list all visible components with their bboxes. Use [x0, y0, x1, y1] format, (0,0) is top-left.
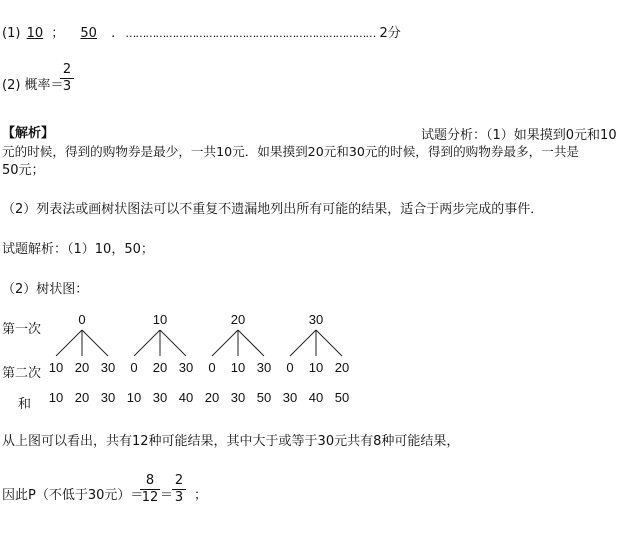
tree-root-node: 10: [152, 312, 168, 327]
tree-sum-value: 30: [282, 390, 298, 405]
tree-sum-value: 20: [204, 390, 220, 405]
tree-second-node: 10: [230, 360, 246, 375]
part1-score: 2分: [379, 26, 401, 41]
tree-row1-label: 第一次: [2, 322, 42, 337]
tree-sum-value: 50: [256, 390, 272, 405]
part2-numerator: 2: [60, 62, 74, 79]
final-fraction-1: [140, 473, 160, 506]
part2-prefix: (2) 概率＝: [2, 78, 64, 93]
tree-row2-label: 第二次: [2, 366, 42, 381]
final-prefix: 因此P（不低于30元）＝: [2, 488, 144, 503]
tree-sum-value: 30: [100, 390, 116, 405]
tree-branch: [212, 330, 238, 356]
tree-branch: [56, 330, 82, 356]
tree-second-node: 10: [308, 360, 324, 375]
tree-second-node: 20: [334, 360, 350, 375]
final-numerator-2: 2: [172, 473, 186, 490]
part1-answer-a: 10: [26, 26, 44, 41]
final-denominator-2: 3: [174, 490, 184, 505]
analysis-line2: 元的时候，得到的购物券是最少，一共10元．如果摸到20元和30元的时候，得到的购物券最多，一共是: [2, 144, 580, 159]
tree-branch: [160, 330, 186, 356]
tree-row3-label: 和: [18, 397, 32, 412]
final-denominator-1: 12: [141, 490, 159, 505]
tree-root-node: 30: [308, 312, 324, 327]
part1-answer-b: 50: [80, 26, 97, 41]
analysis-title: 【解析】: [2, 126, 55, 141]
tree-sum-value: 10: [48, 390, 64, 405]
tree-root-node: 20: [230, 312, 246, 327]
tree-sum-value: 20: [74, 390, 90, 405]
tree-sum-value: 30: [152, 390, 168, 405]
part1-dots: …………………………………………………………………: [125, 27, 376, 40]
tree-second-node: 30: [100, 360, 116, 375]
analysis-line6: （2）树状图：: [2, 282, 89, 297]
final-end: ；: [194, 488, 208, 503]
tree-second-node: 20: [152, 360, 168, 375]
part1-separator: ；: [51, 26, 65, 41]
analysis-line4: （2）列表法或画树状图法可以不重复不遗漏地列出所有可能的结果，适合于两步完成的事件．: [2, 202, 544, 217]
tree-branch: [82, 330, 108, 356]
final-equals: ＝: [160, 488, 174, 503]
tree-sum-value: 10: [126, 390, 142, 405]
tree-sum-value: 30: [230, 390, 246, 405]
tree-sum-value: 40: [308, 390, 324, 405]
tree-second-node: 0: [208, 360, 216, 375]
tree-second-node: 20: [74, 360, 90, 375]
tree-second-node: 10: [48, 360, 64, 375]
analysis-line1: 试题分析：（1）如果摸到0元和10: [421, 128, 617, 143]
final-fraction-2: [172, 473, 186, 506]
tree-second-node: 30: [256, 360, 272, 375]
part1-prefix: (1): [2, 26, 21, 41]
tree-second-node: 0: [130, 360, 138, 375]
tree-branch: [238, 330, 264, 356]
tree-branch: [316, 330, 342, 356]
tree-second-node: 0: [286, 360, 294, 375]
part1-end: .: [111, 26, 116, 41]
tree-root-node: 0: [78, 312, 86, 327]
conclusion-text: 从上图可以看出，共有12种可能结果，其中大于或等于30元共有8种可能结果，: [2, 434, 460, 449]
tree-sum-value: 40: [178, 390, 194, 405]
analysis-line5: 试题解析：（1）10，50；: [2, 242, 154, 257]
final-numerator-1: 8: [140, 473, 160, 490]
analysis-line3: 50元；: [2, 163, 45, 178]
tree-second-node: 30: [178, 360, 194, 375]
tree-branch: [290, 330, 316, 356]
tree-sum-value: 50: [334, 390, 350, 405]
part2-denominator: 3: [62, 79, 72, 94]
tree-branch: [134, 330, 160, 356]
